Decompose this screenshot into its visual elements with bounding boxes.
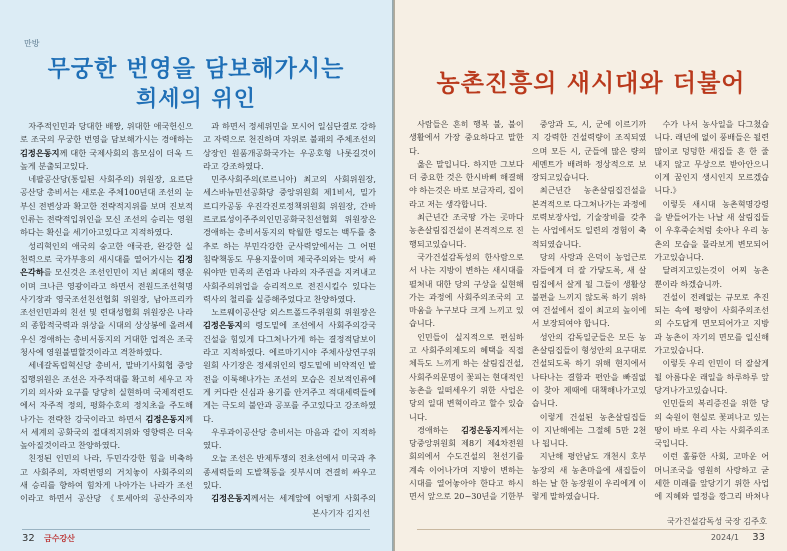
issue-date: 2024/1 bbox=[710, 533, 739, 542]
paragraph: 건설이 전례없는 규모로 추진되는 속에 평양이 사회주의조선의 수도답게 면모되어가고 지방과 농촌이 자기의 면모를 일신해가고있습니다. bbox=[654, 291, 770, 356]
right-column-2 bbox=[532, 118, 647, 504]
footer-rule bbox=[22, 529, 370, 530]
left-column-1 bbox=[20, 120, 193, 506]
paragraph: 지난해 평안남도 개천시 호부농장의 새 농촌마을에 새집들이 하는 날 한 농장원이 우리에게 이렇게 말하였습니다. bbox=[531, 451, 647, 502]
paragraph: 당의 사랑과 은덕이 농업근로자들에게 더 잘 가닿도록, 새 살림집에서 살게 될 그들이 생활상 불편을 느끼지 않도록 하기 위하여 건설에서 질이 최고의 높이에서 보장되여야 합니다. bbox=[531, 251, 647, 329]
paragraph: 이런 훌륭한 사회, 고마운 어머니조국을 영원히 사랑하고 굳세한 미래를 앞당기기 위한 사업에 지혜와 열정을 깡그리 바쳐나 bbox=[654, 451, 770, 502]
paragraph: 자주적인민과 당대한 배짱, 위대한 애국헌신으로 조국의 무궁한 번영을 담보해가시는 경애하는 김정은동지께 대한 국제사회의 흠모심이 더욱 드높게 분출되고있다. bbox=[20, 121, 193, 171]
right-column-1 bbox=[409, 118, 524, 504]
paragraph: 이렇듯 우리 인민이 더 잘살게 될 아름다운 래일을 하루하루 앞당겨나가고있습니다. bbox=[654, 358, 770, 395]
paragraph: 성리혁인의 애국의 숭고한 애국관, 완강한 실천력으로 국가부흥의 새시대를 열어가시는 김정은각하를 모신것은 조선인민이 지닌 최대의 행운이며 크나큰 영광이라고 하면서 전원드조선혁명 사기장과 영국조선친선협회 위원장, 남아프리카조선인민과의 친선 및 련대성협회 위원장은 나라의 종합적국력과 위상을 시대의 상상봉에 올려세우신 경애하는 총비서동지의 거대한 업적은 조국청사에 영원불멸할것이라고 격찬하였다. bbox=[20, 240, 193, 358]
paragraph: 성안의 감독일군들은 모든 농촌살림집들이 형성안의 요구대로 건설되도록 하기 위해 현지에서 나타나는 결함과 편안을 빠짐없이 찾아 제때에 대책해나가고있습니다. bbox=[531, 331, 647, 409]
right-column-3 bbox=[654, 118, 769, 504]
left-byline: 본사기자 김지선 bbox=[312, 508, 370, 518]
right-article-body bbox=[409, 118, 769, 504]
article-title-line2: 희세의 위인 bbox=[136, 87, 256, 112]
paragraph: 중앙과 도, 시, 군에 이르기까지 강력한 건설력량이 조직되였으며 모든 시, 군들에 많은 량의 세멘트가 배려하 정상적으로 보장되고있습니다. bbox=[531, 119, 647, 183]
paragraph: 이렇게 건설된 농촌살림집들이 지난해에는 그절헤 5만 2천 나 됩니다. bbox=[531, 411, 647, 449]
right-page bbox=[395, 0, 787, 551]
paragraph: 옳은 말입니다. 하지만 그보다 더 중요한 것은 한시바삐 해결해야 하는것은 바로 보금자리, 집이라고 저는 생각합니다. bbox=[409, 158, 524, 209]
paragraph: 노르웨이공산당 외스트폴드주위원회 위원장은 김정은동지의 령도밑에 조선에서 사회주의강국건설을 힘있게 다그쳐나가게 하는 결정적담보이라고 지적하였다. 에르마기시야 주체사상연구위원회 사기장은 정세위인의 령도밑에 비약적인 발전을 이룩해나가는 조선의 모습은 진보적인류에게 커다란 신심과 용기를 안겨주고 적대세력들에게는 극도의 불안과 공포를 주고있다고 강조하였다. bbox=[203, 307, 376, 424]
left-footer bbox=[0, 527, 392, 547]
paragraph: 이렇듯 새시대 농촌혁명강령을 받들어가는 나날 새 살림집들이 우후죽순처럼 솟아나 우리 농촌의 모습을 몰라보게 변모되어가고있습니다. bbox=[654, 198, 770, 262]
paragraph: 네팔공산당(통일된 사회주의) 위원장, 요르단공산당 총비서는 새로운 주체100년대 조선의 눈부신 전변상과 확고한 전략적지위를 보며 진보적인류는 전략적입위인을 모신 조선의 승리는 영원하다는 확신을 세기아고있다고 지적하였다. bbox=[20, 174, 193, 238]
page-number-right: 33 bbox=[752, 532, 765, 543]
paragraph: 우루과이공산당 총비서는 마음과 같이 지적하였다. bbox=[203, 426, 376, 451]
paragraph: 친정된 인민의 나라, 두민각강한 힘을 비축하고 사회주의, 자력번영의 거치놓이 사회주의의 새 승리를 향하여 힘차게 나아가는 나라가 조선이라고 하면서 공산당 《토세아의 공산주의자 bbox=[20, 453, 193, 504]
paragraph: 최근년간 조국땅 가는 곳마다 농촌살림집건설이 본격적으로 진행되고있습니다. bbox=[409, 212, 524, 249]
paragraph: 국가건설감독성의 한사람으로서 나는 지방이 변하는 새시대를 펼쳐내 대한 당의 구상을 실현해가는 과정에 사회주의조국의 고마움을 누구보다 크게 느끼고 있습니다. bbox=[409, 251, 524, 329]
magazine-name: 금수강산 bbox=[44, 534, 75, 543]
paragraph: 세네갈독립혁신당 총비서, 말바기사회협 중앙집행위원은 조선은 자주적대를 확고히 세우고 자기의 의사와 요구를 당당히 실현하며 국제적련도에서 자주적 정의, 평화수호의 정치초을 주도해나가는 전략찬 강국이라고 하면서 김정은동지께서 세계의 공화국의 절대적지위와 영향력은 더욱 높아질것이라고 찬양하였다. bbox=[20, 360, 193, 451]
left-page bbox=[0, 0, 392, 551]
footer-rule bbox=[417, 529, 765, 530]
paragraph: 김정은동지께서는 세계앞에 어떻게 사회주의 bbox=[211, 493, 376, 504]
paragraph: 수가 나서 농사일을 다그쳤습니다. 래년에 없이 풍배들은 될련 많이코 덩덩한 새집들 흔 한 줄 내지 않고 무상으로 받아안으니 이게 꿈인지 생시인지 모르겠습니다.》 bbox=[654, 119, 770, 196]
section-tag: 만방 bbox=[24, 39, 40, 48]
page-number-left: 32 bbox=[22, 533, 35, 544]
paragraph: 민주사회주의(로르니아) 최고의 사회위원장, 세스바뉴민선공화당 중앙위원회 제1비서, 밀가르디카공동 우진각진로정책위원회 위원장, 간바르코료성이주주의인민공화국친선협회 위원장은 경애하는 총비서동지의 탁월한 령도는 백두를 충추로 하는 부민각강한 군사력앞에서는 그 어떤 침략책동도 무용지물이며 제국주의와는 맞서 싸워야만 민족의 존엄과 나라의 자주권을 지켜내고 사회주의위업을 승리적으로 전진시킬수 있다는 력사의 철리를 실증해주었다고 찬양하였다. bbox=[203, 174, 376, 304]
paragraph: 경애하는 김정은동지께서는 당중앙위원회 제8기 제4차전원회의에서 수도건설의 천선기를 계속 이어나가며 지방이 변하는 시대를 열어놓아야 한다고 하시면서 앞으로 20~30년을 기한부 bbox=[409, 424, 524, 502]
right-article-title: 농촌진흥의 새시대와 더불어 bbox=[436, 69, 746, 97]
paragraph: 인민들이 실지적으로 편심하고 사회주의제도의 혜택을 직접 체득도 느끼게 하는 살림집건설, 사회주의문명이 꽃피는 현대적인 농촌을 일떠세우기 위한 사업은 당의 일대 변혁이라고 할수 있습니다. bbox=[409, 331, 524, 422]
left-article-body bbox=[20, 120, 376, 506]
paragraph: 과 하면서 정세위민을 모시어 일심단결로 강하고 자력으로 천진하며 자위로 불패의 주체조선의 상장인 원품개공화국가는 우공호형 나롯길것이라고 강조하였다. bbox=[203, 121, 376, 171]
left-column-2 bbox=[203, 120, 376, 506]
paragraph: 인민들의 복리증진을 위한 당의 숙원이 현실로 꽃펴나고 있는 땅이 바로 우리 사는 사회주의조국입니다. bbox=[654, 398, 770, 449]
paragraph: 달려지고있는것이 어찌 농촌뿐이라 하겠습니까. bbox=[654, 265, 770, 289]
right-byline: 국가건설감독성 국장 김주호 bbox=[666, 516, 767, 526]
paragraph: 최근년간 농촌살림집건설을 본격적으로 다그쳐나가는 과정에 로력보장사업, 기술장비를 갖추는 사업에서도 일련의 경험이 축적되였습니다. bbox=[531, 185, 647, 249]
paragraph: 사람들은 흔히 행복 불, 불이 생활에서 가장 중요하다고 말한다. bbox=[409, 119, 524, 156]
paragraph: 오늘 조선은 반제투쟁의 전초선에서 미국과 추종세력들의 도발책동을 짓부시며 견결히 싸우고있다. bbox=[203, 453, 376, 491]
article-title-line1: 무궁한 번영을 담보해가시는 bbox=[47, 56, 345, 82]
right-footer bbox=[395, 527, 787, 547]
